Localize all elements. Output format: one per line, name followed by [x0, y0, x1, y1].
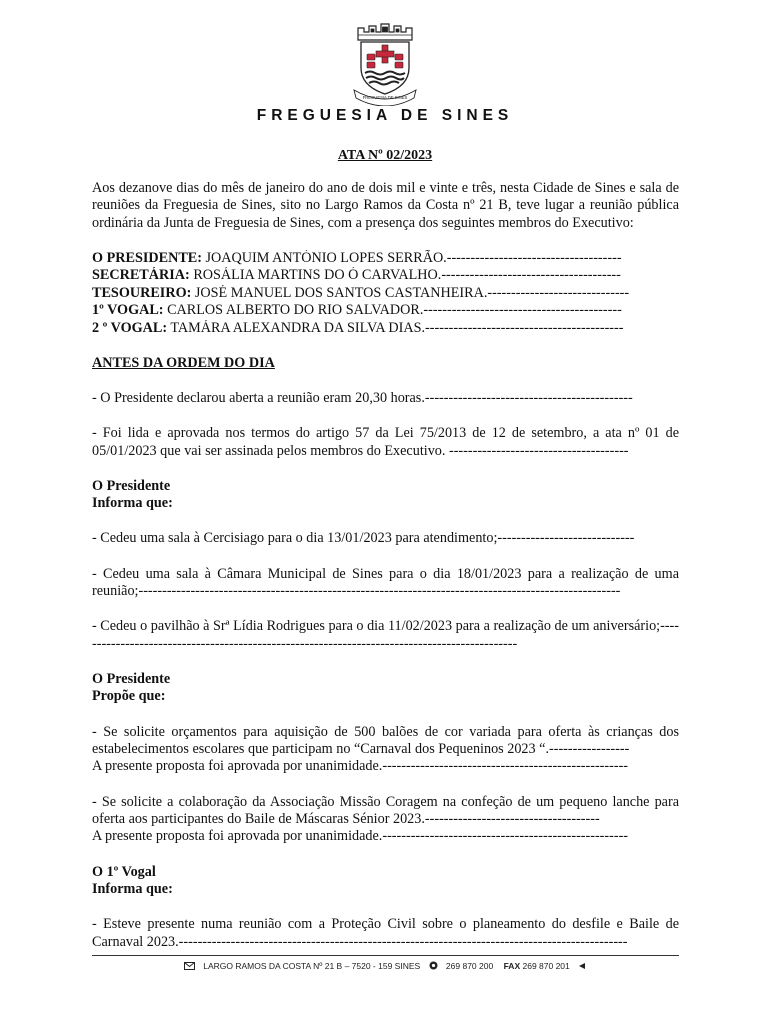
footer-phone: 269 870 200 — [445, 961, 494, 971]
block-heading-line: Informa que: — [92, 495, 173, 512]
block-heading-line: O Presidente — [92, 670, 171, 687]
member-name: JOAQUIM ANTÓNIO LOPES SERRÃO.------------------------------------- — [201, 250, 622, 267]
member-row — [92, 285, 679, 302]
minutes-title: ATA Nº 02/2023 — [337, 148, 433, 163]
member-role: O PRESIDENTE: — [92, 250, 202, 267]
member-name: JOSÉ MANUEL DOS SANTOS CASTANHEIRA.------------------------------ — [191, 284, 630, 301]
section-heading — [92, 355, 679, 372]
block-heading-line: O Presidente — [92, 477, 171, 494]
block-heading-president-informs — [92, 478, 679, 513]
proposal-approval: A presente proposta foi aprovada por unanimidade.---------------------------------------------------- — [92, 828, 629, 845]
proposal-paragraph — [92, 794, 679, 846]
proposal-approval: A presente proposta foi aprovada por unanimidade.---------------------------------------------------- — [92, 758, 629, 775]
block-heading-line: O 1º Vogal — [92, 863, 156, 880]
minutes-body — [92, 180, 679, 969]
proposal-text: - Se solicite orçamentos para aquisição de 500 balões de cor variada para oferta às crianças dos estabelecimentos escolares que participam no “Carnaval dos Pequeninos 2023 “.----------------- — [92, 723, 679, 757]
crest-motto: FREGUESIA DE SINES — [362, 95, 408, 100]
paragraph-item: - Cedeu o pavilhão à Srª Lídia Rodrigues para o dia 11/02/2023 para a realização de um aniversário;---------------------------------------------------------------------------------------------- — [92, 618, 679, 652]
member-name: ROSÁLIA MARTINS DO Ó CARVALHO.-------------------------------------- — [189, 267, 621, 284]
member-row — [92, 320, 679, 337]
paragraph-item: - Cedeu uma sala à Câmara Municipal de Sines para o dia 18/01/2023 para a realização de uma reunião;------------------------------------------------------------------------------------------------------ — [92, 565, 679, 600]
member-role: TESOUREIRO: — [92, 284, 192, 301]
intro-paragraph: Aos dezanove dias do mês de janeiro do ano de dois mil e vinte e três, nesta Cidade de Sines e sala de reuniões da Freguesia de Sines, sito no Largo Ramos da Costa nº 21 B, teve lugar a reunião pública ordinária da Junta de Freguesia de Sines, com a presença dos seguintes membros do Executivo: — [92, 180, 679, 231]
block-heading-first-member-informs — [92, 864, 679, 899]
envelope-icon — [184, 962, 195, 972]
member-row — [92, 302, 679, 319]
paragraph-opening: - O Presidente declarou aberta a reunião eram 20,30 horas.-------------------------------------------- — [92, 390, 633, 407]
fax-icon — [578, 962, 586, 972]
member-role: SECRETÁRIA: — [92, 267, 190, 284]
footer-fax-label: FAX — [503, 961, 521, 971]
member-name: CARLOS ALBERTO DO RIO SALVADOR.------------------------------------------ — [163, 302, 622, 319]
block-heading-president-proposes — [92, 671, 679, 706]
page-footer — [0, 961, 770, 972]
paragraph-item: - Esteve presente numa reunião com a Proteção Civil sobre o planeamento do desfile e Baile de Carnaval 2023.----------------------------------------------------------------------------------------------- — [92, 916, 679, 950]
member-name: TAMÁRA ALEXANDRA DA SILVA DIAS.------------------------------------------ — [167, 319, 624, 336]
proposal-paragraph — [92, 724, 679, 776]
coat-of-arms-logo — [344, 18, 426, 106]
member-role: 1º VOGAL: — [92, 302, 164, 319]
paragraph-item: - Cedeu uma sala à Cercisiago para o dia 13/01/2023 para atendimento;----------------------------- — [92, 530, 635, 547]
footer-divider — [92, 955, 679, 956]
phone-icon — [429, 961, 438, 972]
member-row — [92, 250, 679, 267]
member-row — [92, 267, 679, 284]
paragraph-previous-minutes: - Foi lida e aprovada nos termos do artigo 57 da Lei 75/2013 de 12 de setembro, a ata nº 01 de 05/01/2023 que vai ser assinada pelos membros do Executivo. -------------------------------------- — [92, 425, 679, 459]
footer-address: LARGO RAMOS DA COSTA Nº 21 B – 7520 - 159 SINES — [203, 961, 421, 971]
section-heading-text: ANTES DA ORDEM DO DIA — [92, 354, 275, 371]
organization-title: FREGUESIA DE SINES — [256, 107, 514, 124]
member-role: 2 º VOGAL: — [92, 319, 168, 336]
block-heading-line: Propõe que: — [92, 688, 166, 705]
block-heading-line: Informa que: — [92, 880, 173, 897]
footer-fax: 269 870 201 — [522, 961, 570, 971]
members-list — [92, 250, 679, 337]
proposal-text: - Se solicite a colaboração da Associação Missão Coragem na confeção de um pequeno lanche para oferta aos participantes do Baile de Máscaras Sénior 2023.------------------------------------- — [92, 793, 679, 827]
